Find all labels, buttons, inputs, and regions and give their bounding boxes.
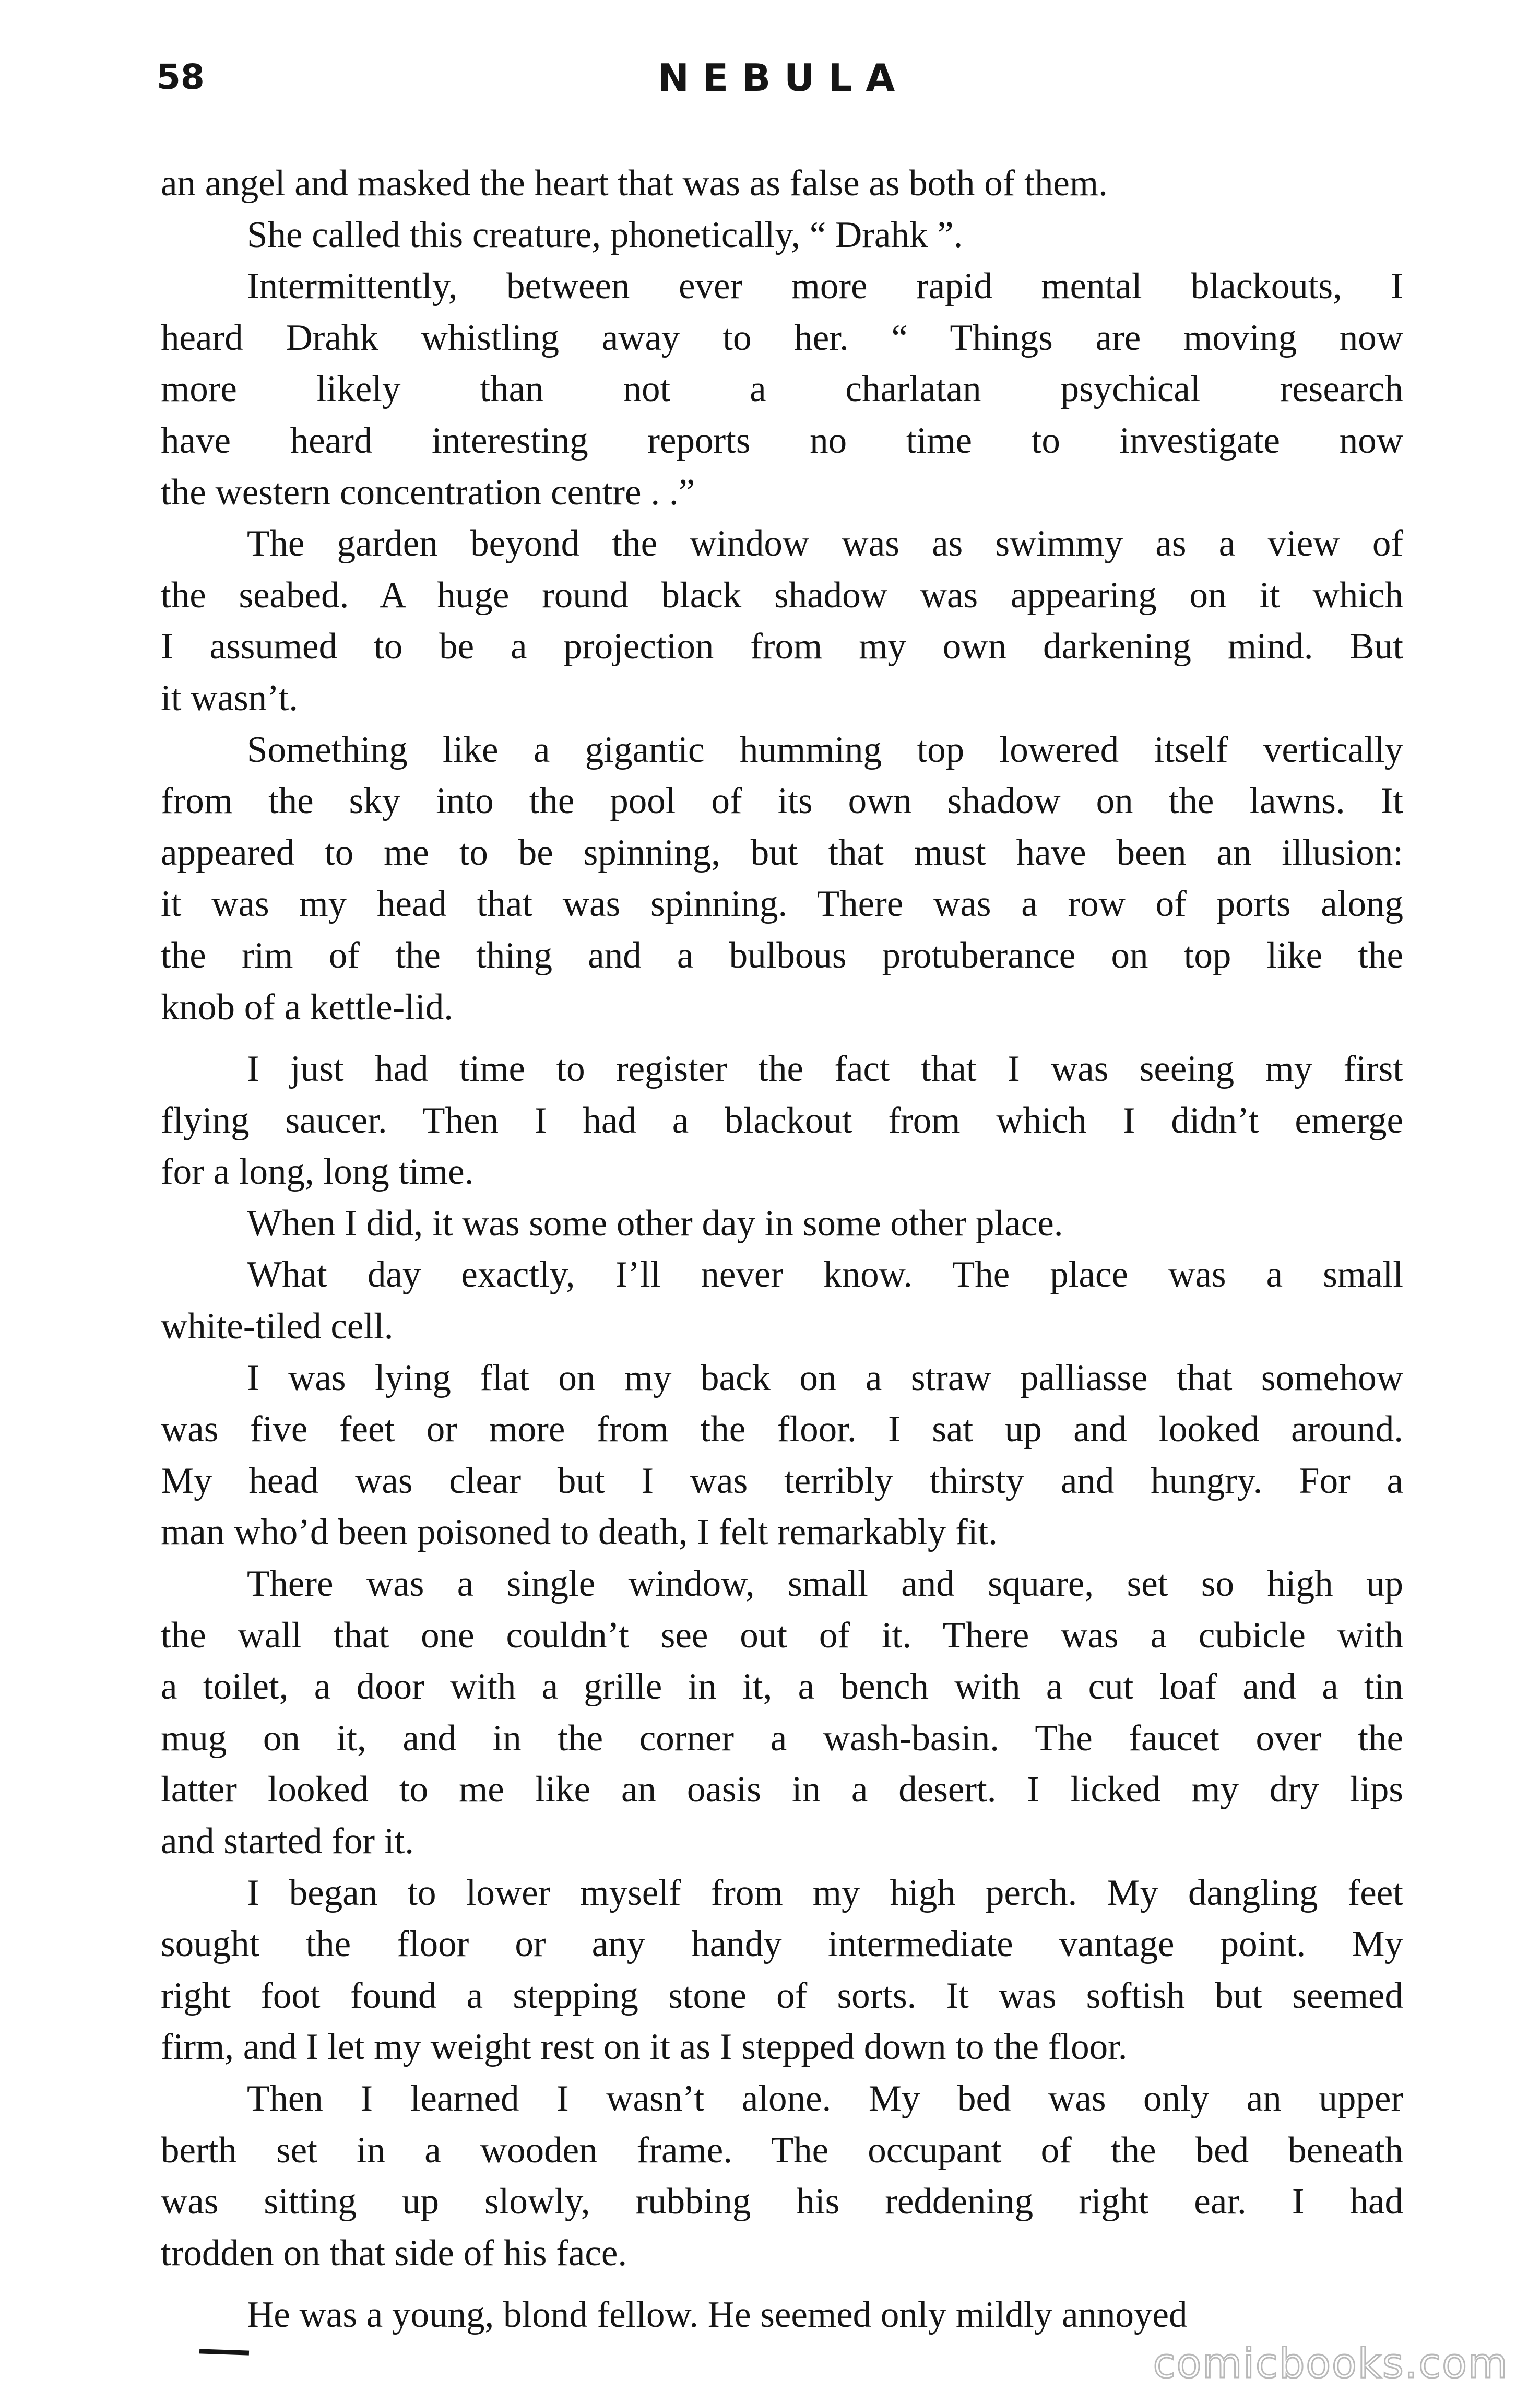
text-line: She called this creature, phonetically, “ Drahk ”.: [247, 214, 963, 255]
text-line: the seabed. A huge round black shadow was appearing on it which: [161, 574, 1403, 616]
text-line: latter looked to me like an oasis in a desert. I licked my dry lips: [161, 1769, 1403, 1810]
signature-dash-mark: [199, 2349, 249, 2355]
text-line: My head was clear but I was terribly thirsty and hungry. For a: [161, 1460, 1403, 1501]
text-line: I began to lower myself from my high perch. My dangling feet: [247, 1872, 1403, 1913]
text-line: it wasn’t.: [161, 677, 298, 719]
text-line: What day exactly, I’ll never know. The place was a small: [247, 1254, 1403, 1296]
text-line: There was a single window, small and square, set so high up: [247, 1563, 1403, 1605]
paragraph: [161, 2073, 1403, 2279]
text-line: I assumed to be a projection from my own darkening mind. But: [161, 626, 1403, 667]
paragraph: [161, 518, 1403, 724]
text-line: an angel and masked the heart that was as false as both of them.: [161, 163, 1108, 204]
running-head-title: NEBULA: [657, 56, 909, 100]
text-line: I was lying flat on my back on a straw palliasse that somehow: [247, 1357, 1403, 1398]
text-line: was five feet or more from the floor. I sat up and looked around.: [161, 1409, 1403, 1450]
text-line: Then I learned I wasn’t alone. My bed was only an upper: [247, 2078, 1403, 2119]
text-line: it was my head that was spinning. There was a row of ports along: [161, 884, 1403, 925]
text-line: more likely than not a charlatan psychical research: [161, 369, 1403, 410]
text-line: the rim of the thing and a bulbous protuberance on top like the: [161, 935, 1403, 976]
text-line: the western concentration centre . .”: [161, 472, 695, 513]
body-text: [161, 158, 1403, 2341]
text-line: Something like a gigantic humming top lowered itself vertically: [247, 729, 1403, 770]
paragraph: [161, 158, 1403, 209]
paragraph: [161, 1352, 1403, 1558]
paragraph: [161, 1198, 1403, 1250]
paragraph: [161, 724, 1403, 1033]
text-line: berth set in a wooden frame. The occupant of the bed beneath: [161, 2129, 1403, 2171]
text-line: He was a young, blond fellow. He seemed only mildly annoyed: [247, 2294, 1188, 2336]
text-line: trodden on that side of his face.: [161, 2232, 627, 2274]
text-line: from the sky into the pool of its own shadow on the lawns. It: [161, 781, 1403, 822]
text-line: right foot found a stepping stone of sorts. It was softish but seemed: [161, 1975, 1403, 2016]
text-line: sought the floor or any handy intermediate vantage point. My: [161, 1924, 1403, 1965]
text-line: appeared to me to be spinning, but that must have been an illusion:: [161, 832, 1403, 873]
paragraph: [161, 1867, 1403, 2073]
text-line: Intermittently, between ever more rapid mental blackouts, I: [247, 266, 1403, 307]
text-line: was sitting up slowly, rubbing his reddening right ear. I had: [161, 2181, 1403, 2222]
paragraph: [161, 1558, 1403, 1867]
text-line: man who’d been poisoned to death, I felt remarkably fit.: [161, 1512, 998, 1553]
text-line: a toilet, a door with a grille in it, a bench with a cut loaf and a tin: [161, 1666, 1403, 1708]
paragraph: [161, 2289, 1403, 2341]
page-header: [157, 50, 1409, 123]
watermark: comicbooks.com: [1153, 2340, 1509, 2387]
paragraph: [161, 261, 1403, 518]
paragraph: [161, 1043, 1403, 1198]
text-line: When I did, it was some other day in some other place.: [247, 1203, 1063, 1244]
page-number: 58: [157, 57, 205, 97]
text-line: heard Drahk whistling away to her. “ Things are moving now: [161, 317, 1403, 358]
text-line: the wall that one couldn’t see out of it. There was a cubicle with: [161, 1615, 1403, 1656]
paragraph: [161, 209, 1403, 261]
text-line: flying saucer. Then I had a blackout from which I didn’t emerge: [161, 1100, 1403, 1141]
text-line: and started for it.: [161, 1821, 414, 1862]
text-line: knob of a kettle-lid.: [161, 986, 453, 1028]
text-line: firm, and I let my weight rest on it as I stepped down to the floor.: [161, 2027, 1128, 2068]
text-line: for a long, long time.: [161, 1151, 474, 1193]
text-line: white-tiled cell.: [161, 1306, 394, 1347]
text-line: have heard interesting reports no time to investigate now: [161, 420, 1403, 461]
text-line: I just had time to register the fact that I was seeing my first: [247, 1049, 1403, 1090]
paragraph: [161, 1249, 1403, 1352]
text-line: mug on it, and in the corner a wash-basin. The faucet over the: [161, 1717, 1403, 1759]
text-line: The garden beyond the window was as swimmy as a view of: [247, 523, 1403, 564]
